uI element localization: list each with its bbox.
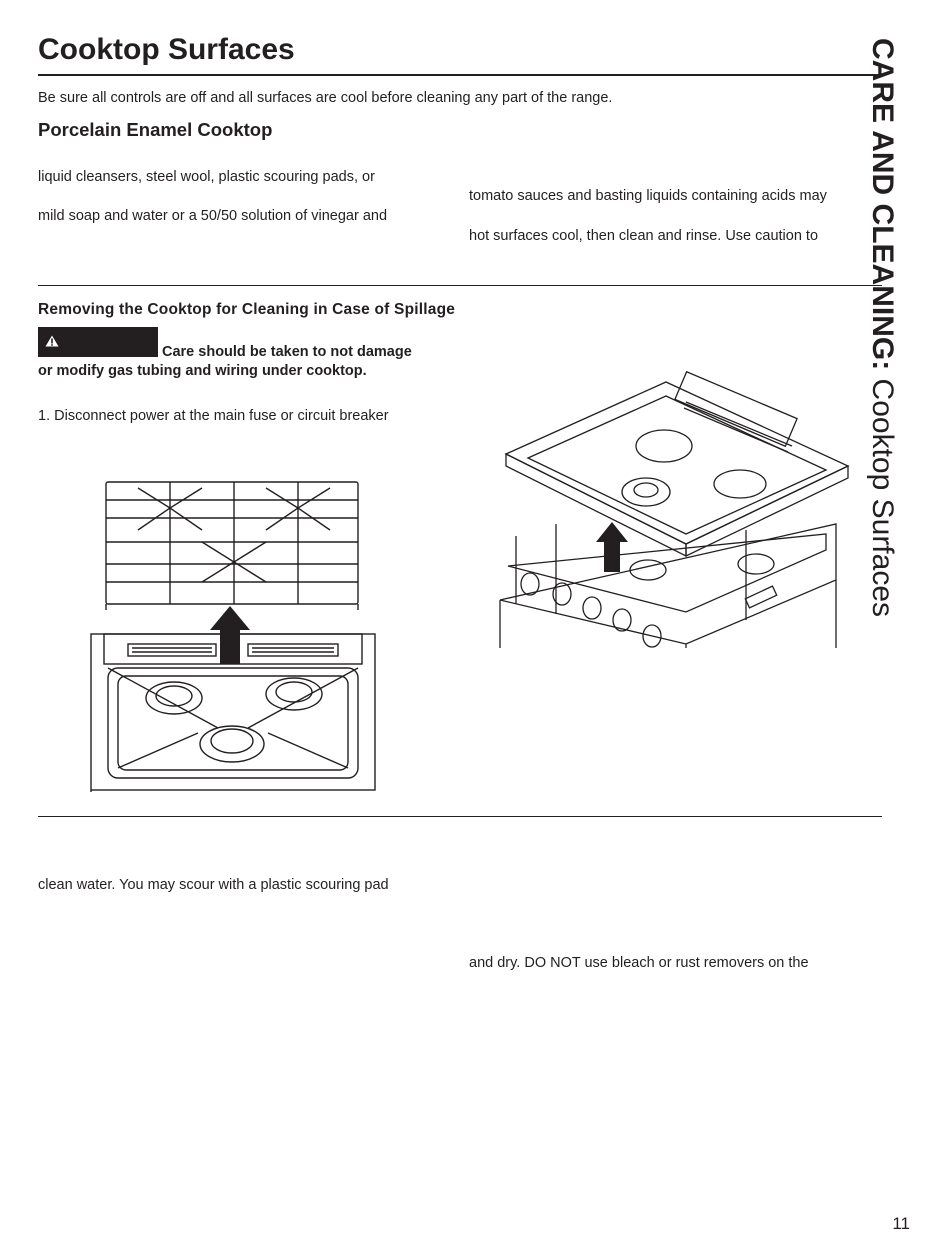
warning-triangle-icon: [45, 335, 59, 347]
removing-heading: Removing the Cooktop for Cleaning in Case of Spillage: [38, 301, 456, 318]
section-divider: [38, 285, 882, 286]
porcelain-left-line-2: mild soap and water or a 50/50 solution of vinegar and: [38, 208, 388, 224]
bottom-right-line: and dry. DO NOT use bleach or rust removers on the: [469, 955, 809, 971]
warning-line-1: Care should be taken to not damage: [162, 344, 412, 360]
warning-line-2: or modify gas tubing and wiring under cooktop.: [38, 363, 367, 379]
section-divider-2: [38, 816, 882, 817]
grates-removal-illustration: [88, 478, 378, 792]
title-rule: [38, 74, 882, 76]
porcelain-right-line-1: tomato sauces and basting liquids containing acids may: [469, 188, 827, 204]
warning-badge: [38, 327, 158, 357]
porcelain-heading: Porcelain Enamel Cooktop: [38, 119, 273, 140]
porcelain-right-line-2: hot surfaces cool, then clean and rinse. Use caution to: [469, 228, 819, 244]
bottom-left-line: clean water. You may scour with a plastic scouring pad: [38, 877, 389, 893]
side-tab-bold: CARE AND CLEANING:: [866, 38, 900, 371]
section-side-tab: [866, 38, 936, 668]
step-1-text: 1. Disconnect power at the main fuse or circuit breaker: [38, 408, 389, 424]
side-tab-light: Cooktop Surfaces: [866, 370, 900, 618]
page-number: 11: [892, 1214, 910, 1233]
porcelain-left-line-1: liquid cleansers, steel wool, plastic scouring pads, or: [38, 169, 375, 185]
page-title: Cooktop Surfaces: [38, 33, 295, 66]
cooktop-lift-illustration: [496, 374, 856, 648]
intro-text: Be sure all controls are off and all surfaces are cool before cleaning any part of the range.: [38, 90, 613, 106]
svg-text:CARE AND CLEANING: Cooktop Sur: [866, 38, 899, 617]
